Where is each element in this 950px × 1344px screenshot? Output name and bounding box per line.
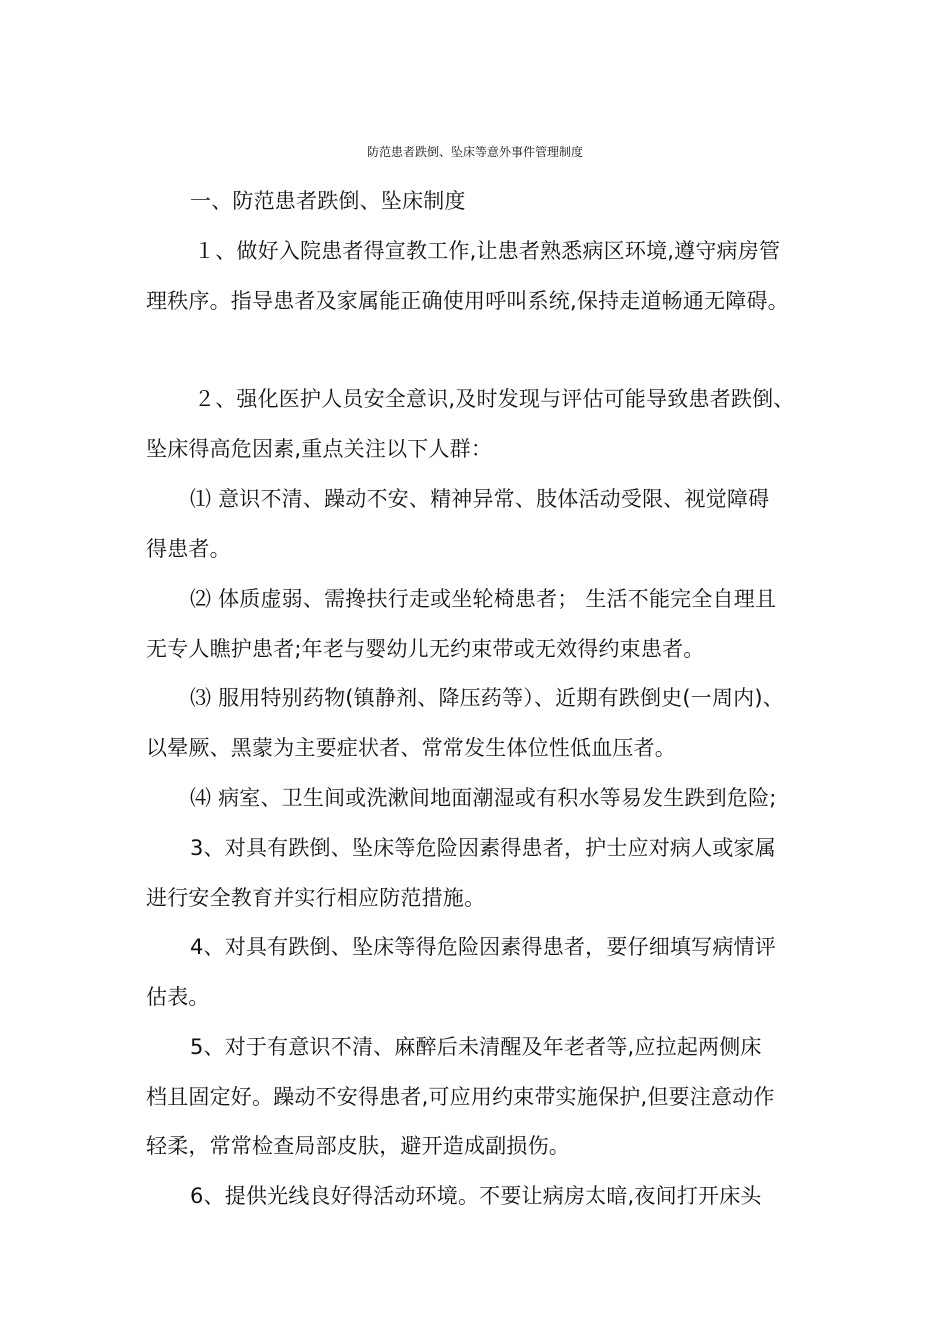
paragraph-line: ２、强化医护人员安全意识,及时发现与评估可能导致患者跌倒、 xyxy=(194,387,795,411)
paragraph-line: 以晕厥、黑蒙为主要症状者、常常发生体位性低血压者。 xyxy=(146,736,676,760)
paragraph-line: ⑵ 体质虚弱、需搀扶行走或坐轮椅患者； 生活不能完全自理且 xyxy=(190,587,777,611)
paragraph-line: 理秩序。指导患者及家属能正确使用呼叫系统,保持走道畅通无障碍。 xyxy=(146,289,789,313)
paragraph-line: 估表。 xyxy=(146,985,210,1009)
paragraph-line: 进行安全教育并实行相应防范措施。 xyxy=(146,886,486,910)
paragraph-line: 无专人瞧护患者;年老与婴幼儿无约束带或无效得约束患者。 xyxy=(146,637,705,661)
paragraph-line: ⑴ 意识不清、躁动不安、精神异常、肢体活动受限、视觉障碍 xyxy=(190,487,770,511)
paragraph-line: 6、提供光线良好得活动环境。不要让病房太暗,夜间打开床头 xyxy=(190,1184,762,1208)
paragraph-line: 坠床得高危因素,重点关注以下人群： xyxy=(146,437,493,461)
paragraph-line: ⑷ 病室、卫生间或洗漱间地面潮湿或有积水等易发生跌到危险; xyxy=(190,786,777,810)
paragraph-line: 4、对具有跌倒、坠床等得危险因素得患者，要仔细填写病情评 xyxy=(190,935,776,959)
document-title: 防范患者跌倒、坠床等意外事件管理制度 xyxy=(366,145,583,159)
paragraph-line: 3、对具有跌倒、坠床等危险因素得患者，护士应对病人或家属 xyxy=(190,836,776,860)
paragraph-line: 得患者。 xyxy=(146,537,231,561)
paragraph-line: １、做好入院患者得宣教工作,让患者熟悉病区环境,遵守病房管 xyxy=(194,239,781,263)
paragraph-line: 轻柔，常常检查局部皮肤，避开造成副损伤。 xyxy=(146,1134,570,1158)
paragraph-line: 档且固定好。躁动不安得患者,可应用约束带实施保护,但要注意动作 xyxy=(146,1085,775,1109)
paragraph-line: 5、对于有意识不清、麻醉后未清醒及年老者等,应拉起两侧床 xyxy=(190,1035,762,1059)
section-heading: 一、防范患者跌倒、坠床制度 xyxy=(190,189,466,213)
paragraph-line: ⑶ 服用特别药物(镇静剂、降压药等）、近期有跌倒史(一周内)、 xyxy=(190,686,784,710)
